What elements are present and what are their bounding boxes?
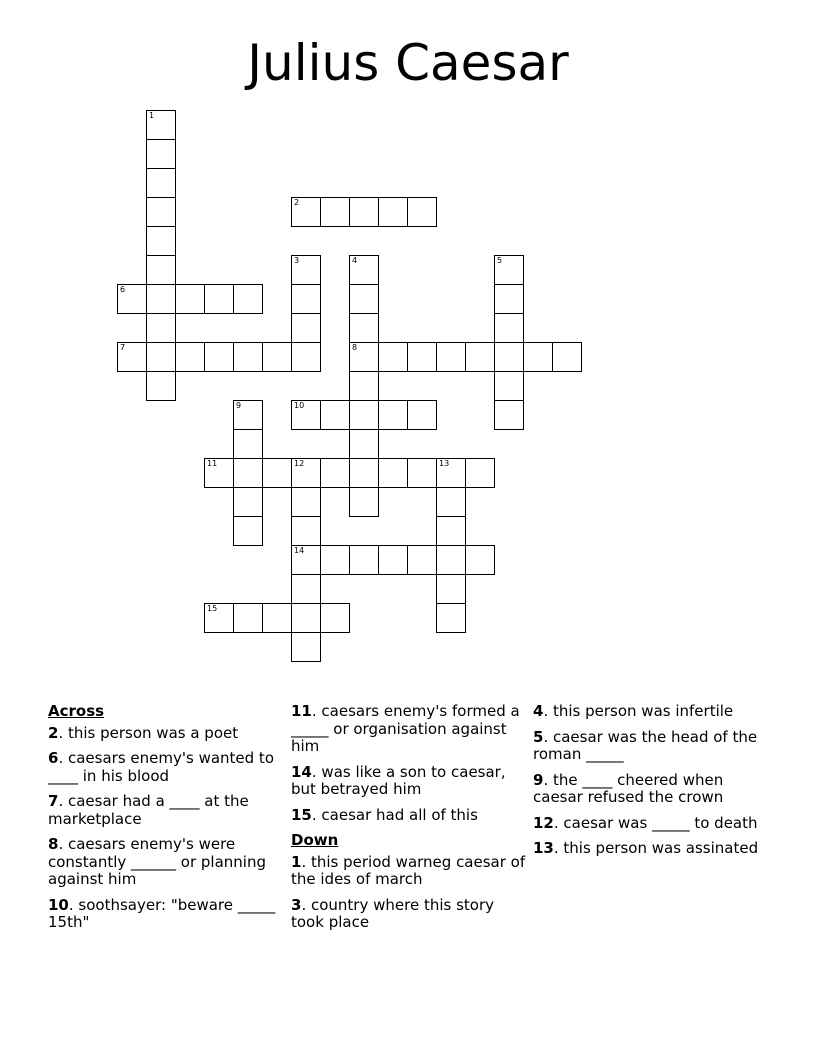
grid-cell[interactable] <box>349 255 379 285</box>
grid-cell[interactable] <box>349 197 379 227</box>
clue-across-10: 10. soothsayer: "beware _____ 15th" <box>48 895 276 931</box>
grid-cell[interactable] <box>349 313 379 343</box>
grid-cell[interactable] <box>291 197 321 227</box>
grid-cell[interactable] <box>204 284 234 314</box>
grid-cell[interactable] <box>291 632 321 662</box>
clue-down-13: 13. this person was assinated <box>533 839 759 857</box>
grid-cell[interactable] <box>320 197 350 227</box>
grid-cell[interactable] <box>262 603 292 633</box>
grid-cell[interactable] <box>436 603 466 633</box>
grid-cell[interactable] <box>378 342 408 372</box>
clue-across-14: 14. was like a son to caesar, but betrayed him <box>291 762 506 798</box>
grid-cell[interactable] <box>117 342 147 372</box>
clue-number-label: 9 <box>236 401 242 410</box>
clue-text: caesar was the head of the roman _____ <box>533 727 758 763</box>
grid-cell[interactable] <box>320 400 350 430</box>
grid-cell[interactable] <box>233 342 263 372</box>
grid-cell[interactable] <box>146 168 176 198</box>
grid-cell[interactable] <box>407 342 437 372</box>
clue-across-8: 8. caesars enemy's were constantly ______ or planning against him <box>48 835 266 888</box>
grid-cell[interactable] <box>378 400 408 430</box>
clue-text: this person was a poet <box>67 723 239 742</box>
grid-cell[interactable] <box>378 458 408 488</box>
clue-number-label: 4 <box>352 256 358 265</box>
clue-text: soothsayer: "beware _____ 15th" <box>48 895 276 931</box>
grid-cell[interactable] <box>204 603 234 633</box>
grid-cell[interactable] <box>233 429 263 459</box>
clue-text: this person was infertile <box>552 702 734 720</box>
grid-cell[interactable] <box>465 545 495 575</box>
grid-cell[interactable] <box>407 197 437 227</box>
grid-cell[interactable] <box>117 284 147 314</box>
grid-cell[interactable] <box>349 342 379 372</box>
clue-number: 9 <box>533 770 544 789</box>
clue-text: country where this story took place <box>291 895 495 931</box>
grid-cell[interactable] <box>291 313 321 343</box>
grid-cell[interactable] <box>349 429 379 459</box>
clue-text: caesar had all of this <box>321 805 478 824</box>
grid-cell[interactable] <box>465 458 495 488</box>
grid-cell[interactable] <box>349 400 379 430</box>
clue-number: 11 <box>291 702 312 720</box>
page-title: Julius Caesar <box>247 34 569 92</box>
clue-number-label: 6 <box>120 285 126 294</box>
grid-cell[interactable] <box>204 458 234 488</box>
clue-number: 14 <box>291 762 312 781</box>
grid-cell[interactable] <box>146 226 176 256</box>
grid-cell[interactable] <box>233 458 263 488</box>
grid-cell[interactable] <box>291 574 321 604</box>
clue-number-label: 1 <box>149 111 155 120</box>
grid-cell[interactable] <box>523 342 553 372</box>
clue-number-label: 14 <box>294 546 305 555</box>
grid-cell[interactable] <box>291 342 321 372</box>
grid-cell[interactable] <box>494 313 524 343</box>
clue-text: caesars enemy's wanted to ____ in his blood <box>48 749 274 785</box>
grid-cell[interactable] <box>407 545 437 575</box>
grid-cell[interactable] <box>146 255 176 285</box>
grid-cell[interactable] <box>349 458 379 488</box>
clue-number: 3 <box>291 895 302 914</box>
clue-heading: Down <box>291 831 339 849</box>
clue-down-3: 3. country where this story took place <box>291 895 495 931</box>
grid-cell[interactable] <box>146 197 176 227</box>
grid-cell[interactable] <box>378 545 408 575</box>
grid-cell[interactable] <box>407 400 437 430</box>
grid-cell[interactable] <box>494 400 524 430</box>
grid-cell[interactable] <box>233 284 263 314</box>
grid-cell[interactable] <box>146 371 176 401</box>
grid-cell[interactable] <box>320 545 350 575</box>
clue-down-12: 12. caesar was _____ to death <box>533 813 758 832</box>
grid-cell[interactable] <box>407 458 437 488</box>
grid-cell[interactable] <box>291 516 321 546</box>
clue-across-11: 11. caesars enemy's formed a _____ or organisation against him <box>291 702 520 755</box>
clue-number-label: 12 <box>294 459 305 468</box>
clue-down-5: 5. caesar was the head of the roman _____ <box>533 727 758 763</box>
grid-cell[interactable] <box>436 545 466 575</box>
clue-number: 10 <box>48 895 69 914</box>
grid-cell[interactable] <box>436 487 466 517</box>
clue-number-label: 15 <box>207 604 218 613</box>
clue-across-7: 7. caesar had a ____ at the marketplace <box>48 792 249 828</box>
clue-number: 7 <box>48 792 59 810</box>
clue-number-label: 11 <box>207 459 218 468</box>
clue-down-4: 4. this person was infertile <box>533 702 734 720</box>
grid-cell[interactable] <box>146 110 176 140</box>
clue-across-2: 2. this person was a poet <box>48 723 239 742</box>
clue-text: caesar had a ____ at the marketplace <box>48 792 249 828</box>
grid-cell[interactable] <box>378 197 408 227</box>
clue-text: caesars enemy's formed a _____ or organisation against him <box>291 702 520 755</box>
grid-cell[interactable] <box>146 284 176 314</box>
clue-down-9: 9. the ____ cheered when caesar refused the crown <box>533 770 724 806</box>
grid-cell[interactable] <box>465 342 495 372</box>
grid-cell[interactable] <box>320 458 350 488</box>
clue-number: 13 <box>533 839 554 857</box>
clue-number-label: 10 <box>294 401 305 410</box>
clue-column-1 <box>48 703 286 940</box>
clue-number: 1 <box>291 852 302 871</box>
clue-number: 2 <box>48 723 59 742</box>
grid-cell[interactable] <box>233 603 263 633</box>
grid-cell[interactable] <box>494 284 524 314</box>
grid-cell[interactable] <box>175 342 205 372</box>
clue-number: 4 <box>533 702 544 720</box>
clue-number: 6 <box>48 749 59 767</box>
grid-cell[interactable] <box>291 255 321 285</box>
clue-heading: Across <box>48 702 105 720</box>
grid-cell[interactable] <box>436 516 466 546</box>
clue-number: 8 <box>48 835 59 853</box>
clue-number: 12 <box>533 813 554 832</box>
grid-cell[interactable] <box>436 342 466 372</box>
clue-number-label: 3 <box>294 256 300 265</box>
grid-cell[interactable] <box>233 400 263 430</box>
grid-cell[interactable] <box>349 371 379 401</box>
clue-down-1: 1. this period warneg caesar of the ides of march <box>291 852 526 888</box>
clue-number-label: 2 <box>294 198 300 207</box>
clue-column-2 <box>291 703 529 940</box>
grid-cell[interactable] <box>146 313 176 343</box>
grid-cell[interactable] <box>262 458 292 488</box>
clue-text: caesars enemy's were constantly ______ or planning against him <box>48 835 266 888</box>
grid-cell[interactable] <box>349 284 379 314</box>
clue-number-label: 5 <box>497 256 503 265</box>
clue-number-label: 8 <box>352 343 358 352</box>
grid-cell[interactable] <box>320 603 350 633</box>
clue-text: the ____ cheered when caesar refused the crown <box>533 770 724 806</box>
grid-cell[interactable] <box>204 342 234 372</box>
grid-cell[interactable] <box>291 400 321 430</box>
clue-number-label: 7 <box>120 343 126 352</box>
clue-number: 5 <box>533 727 544 746</box>
grid-cell[interactable] <box>436 574 466 604</box>
clue-across-15: 15. caesar had all of this <box>291 805 478 824</box>
grid-cell[interactable] <box>349 487 379 517</box>
grid-cell[interactable] <box>494 255 524 285</box>
grid-cell[interactable] <box>291 603 321 633</box>
grid-cell[interactable] <box>233 487 263 517</box>
clue-text: was like a son to caesar, but betrayed him <box>291 762 506 798</box>
grid-cell[interactable] <box>494 342 524 372</box>
clue-number: 15 <box>291 805 312 824</box>
clue-text: this person was assinated <box>563 839 759 857</box>
grid-cell[interactable] <box>291 487 321 517</box>
grid-cell[interactable] <box>552 342 582 372</box>
clue-column-3 <box>533 703 771 866</box>
clue-text: caesar was _____ to death <box>563 813 758 832</box>
grid-cell[interactable] <box>175 284 205 314</box>
grid-cell[interactable] <box>494 371 524 401</box>
grid-cell[interactable] <box>436 458 466 488</box>
grid-cell[interactable] <box>291 458 321 488</box>
clue-text: this period warneg caesar of the ides of march <box>291 852 526 888</box>
grid-cell[interactable] <box>233 516 263 546</box>
clue-number-label: 13 <box>439 459 450 468</box>
grid-cell[interactable] <box>349 545 379 575</box>
grid-cell[interactable] <box>146 139 176 169</box>
grid-cell[interactable] <box>262 342 292 372</box>
clue-across-6: 6. caesars enemy's wanted to ____ in his blood <box>48 749 274 785</box>
grid-cell[interactable] <box>291 284 321 314</box>
grid-cell[interactable] <box>291 545 321 575</box>
grid-cell[interactable] <box>146 342 176 372</box>
